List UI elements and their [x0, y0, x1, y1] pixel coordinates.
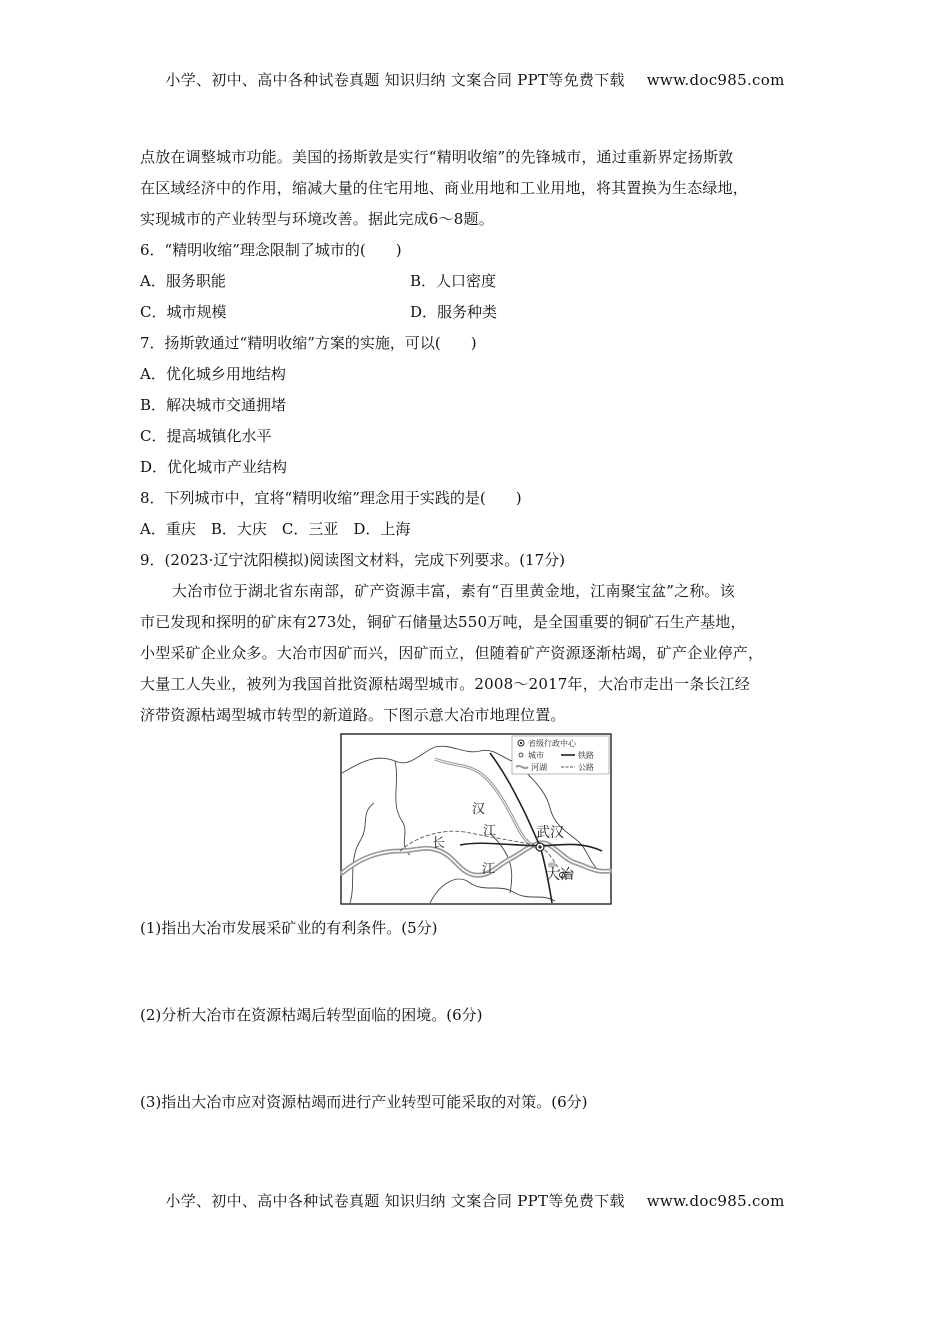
q6-option-d: D．服务种类	[410, 303, 498, 321]
footer-text: 小学、初中、高中各种试卷真题 知识归纳 文案合同 PPT等免费下载	[165, 1192, 625, 1210]
intro-line: 在区域经济中的作用，缩减大量的住宅用地、商业用地和工业用地，将其置换为生态绿地，	[140, 179, 749, 197]
map-svg	[340, 733, 612, 905]
intro-paragraph	[140, 142, 815, 235]
q9-sub-2: (2)分析大冶市在资源枯竭后转型面临的困境。(6分)	[140, 1006, 483, 1024]
page-footer	[0, 1190, 950, 1211]
legend-capital-icon-dot	[520, 742, 522, 744]
answer-space	[140, 1031, 815, 1087]
document-body	[140, 142, 815, 1118]
legend-river-label: 河湖	[531, 763, 547, 772]
label-jiang-2: 江	[482, 862, 496, 877]
legend-city-icon	[519, 753, 523, 757]
q7-option-a: A．优化城乡用地结构	[140, 365, 286, 383]
wuhan-marker-dot	[538, 845, 541, 848]
q8-options: A．重庆 B．大庆 C．三亚 D．上海	[140, 520, 411, 538]
label-daye: 大冶	[546, 867, 574, 883]
q9-sub-1: (1)指出大冶市发展采矿业的有利条件。(5分)	[140, 919, 438, 937]
intro-line: 点放在调整城市功能。美国的扬斯敦是实行“精明收缩”的先锋城市，通过重新界定扬斯敦	[140, 148, 734, 166]
label-jiang-1: 江	[483, 824, 497, 839]
legend-road-label: 公路	[578, 763, 594, 772]
label-han: 汉	[472, 802, 486, 817]
label-wuhan: 武汉	[536, 825, 564, 841]
header-url[interactable]: www.doc985.com	[646, 71, 785, 89]
q9-material	[140, 576, 815, 731]
map-legend	[512, 736, 609, 774]
q6-option-c: C．城市规模	[140, 303, 227, 321]
legend-railway-label: 铁路	[578, 751, 594, 760]
question-6	[140, 235, 815, 328]
q6-stem: 6．“精明收缩”理念限制了城市的( )	[140, 241, 402, 259]
q9-sub-3: (3)指出大冶市应对资源枯竭而进行产业转型可能采取的对策。(6分)	[140, 1093, 588, 1111]
material-line: 济带资源枯竭型城市转型的新道路。下图示意大冶市地理位置。	[140, 706, 566, 724]
q7-option-d: D．优化城市产业结构	[140, 458, 288, 476]
q9-stem: 9．(2023·辽宁沈阳模拟)阅读图文材料，完成下列要求。(17分)	[140, 551, 565, 569]
material-line: 小型采矿企业众多。大冶市因矿而兴，因矿而立，但随着矿产资源逐渐枯竭，矿产企业停产，	[140, 644, 764, 662]
question-8	[140, 483, 815, 545]
q6-option-b: B．人口密度	[410, 272, 497, 290]
question-9	[140, 545, 815, 1118]
q7-option-b: B．解决城市交通拥堵	[140, 396, 287, 414]
legend-capital-label: 省级行政中心	[528, 739, 576, 748]
q6-options-row-1	[140, 266, 815, 297]
header-text: 小学、初中、高中各种试卷真题 知识归纳 文案合同 PPT等免费下载	[165, 71, 625, 89]
q8-stem: 8．下列城市中，宜将“精明收缩”理念用于实践的是( )	[140, 489, 522, 507]
material-line: 大量工人失业，被列为我国首批资源枯竭型城市。2008～2017年，大冶市走出一条长江经	[140, 675, 750, 693]
daye-location-map	[340, 733, 612, 905]
footer-url[interactable]: www.doc985.com	[646, 1192, 785, 1210]
q6-option-a: A．服务职能	[140, 272, 226, 290]
page-header	[0, 69, 950, 90]
q7-option-c: C．提高城镇化水平	[140, 427, 272, 445]
legend-city-label: 城市	[528, 751, 544, 760]
answer-space	[140, 944, 815, 1000]
q7-stem: 7．扬斯敦通过“精明收缩”方案的实施，可以( )	[140, 334, 477, 352]
intro-line: 实现城市的产业转型与环境改善。据此完成6～8题。	[140, 210, 494, 228]
q6-options-row-2	[140, 297, 815, 328]
label-chang: 长	[432, 836, 446, 851]
material-line: 大冶市位于湖北省东南部，矿产资源丰富，素有“百里黄金地，江南聚宝盆”之称。该	[172, 582, 735, 600]
question-7	[140, 328, 815, 483]
material-line: 市已发现和探明的矿床有273处，铜矿石储量达550万吨，是全国重要的铜矿石生产基地，	[140, 613, 746, 631]
